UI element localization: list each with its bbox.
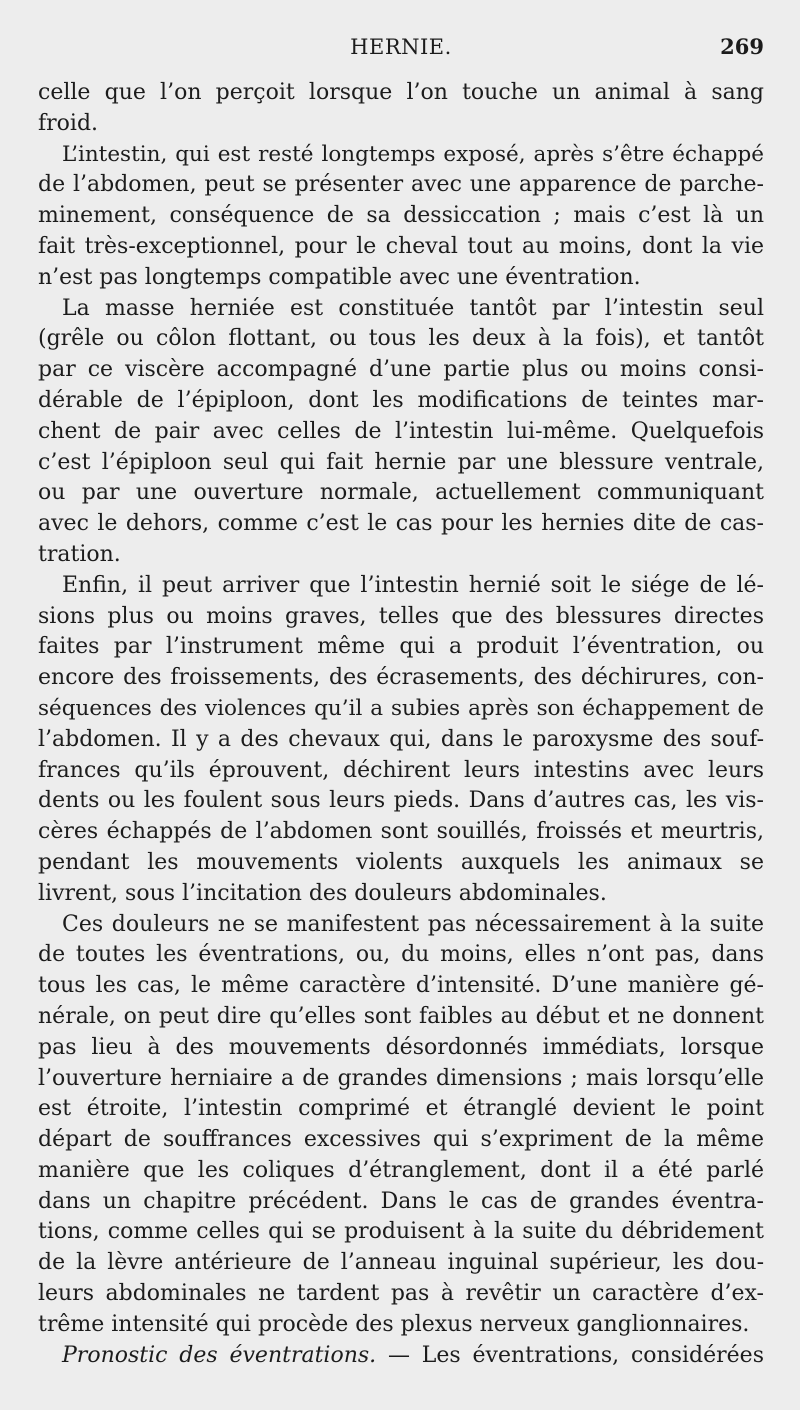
text-line: tration.	[38, 541, 121, 567]
text-line: dents ou les foulent sous leurs pieds. Dans d’autres cas, les vis-	[38, 788, 764, 814]
text-line: manière que les coliques d’étranglement, dont il a été parlé	[38, 1157, 764, 1183]
text-line: nérale, on peut dire qu’elles sont faibles au début et ne donnent	[38, 1003, 764, 1029]
text-line: livrent, sous l’incitation des douleurs abdominales.	[38, 880, 607, 906]
text-line: chent de pair avec celles de l’intestin lui-même. Quelquefois	[38, 418, 764, 444]
text-line: ou par une ouverture normale, actuellement communiquant	[38, 480, 764, 506]
text-line: séquences des violences qu’il a subies après son échappement de	[38, 695, 764, 721]
text-line: pas lieu à des mouvements désordonnés immédiats, lorsque	[38, 1034, 764, 1060]
text-line: par ce viscère accompagné d’une partie plus ou moins consi-	[38, 357, 764, 383]
text-line: départ de souffrances excessives qui s’expriment de la même	[38, 1127, 764, 1153]
text-line: de toutes les éventrations, ou, du moins, elles n’ont pas, dans	[38, 942, 764, 968]
text-line: tous les cas, le même caractère d’intensité. D’une manière gé-	[38, 973, 764, 999]
text-line: faites par l’instrument même qui a produit l’éventration, ou	[38, 634, 764, 660]
text-line: minement, conséquence de sa dessiccation ; mais c’est là un	[38, 203, 764, 229]
text-line: n’est pas longtemps compatible avec une éventration.	[38, 264, 641, 290]
text-line: celle que l’on perçoit lorsque l’on touche un animal à sang	[38, 80, 764, 105]
text-line: l’abdomen. Il y a des chevaux qui, dans le paroxysme des souf-	[38, 726, 764, 752]
paragraph-first-line: Ces douleurs ne se manifestent pas nécessairement à la suite	[62, 911, 764, 937]
text-line: leurs abdominales ne tardent pas à revêtir un caractère d’ex-	[38, 1281, 764, 1307]
text-line: de l’abdomen, peut se présenter avec une apparence de parche-	[38, 172, 764, 198]
section-heading-continuation: — Les éventrations, considérées	[376, 1342, 764, 1368]
running-title: HERNIE.	[350, 35, 452, 59]
text-line: c’est l’épiploon seul qui fait hernie par une blessure ventrale,	[38, 449, 764, 475]
text-line: (grêle ou côlon flottant, ou tous les deux à la fois), et tantôt	[38, 326, 764, 352]
text-line: l’ouverture herniaire a de grandes dimensions ; mais lorsqu’elle	[38, 1065, 764, 1091]
running-head	[38, 33, 764, 61]
paragraph-first-line: La masse herniée est constituée tantôt par l’intestin seul	[62, 295, 764, 321]
text-line: dérable de l’épiploon, dont les modifications de teintes mar-	[38, 387, 764, 413]
text-line: encore des froissements, des écrasements, des déchirures, con-	[38, 665, 764, 691]
text-line: fait très-exceptionnel, pour le cheval tout au moins, dont la vie	[38, 233, 764, 259]
paragraph-first-line: L’intestin, qui est resté longtemps exposé, après s’être échappé	[62, 141, 764, 167]
text-line: avec le dehors, comme c’est le cas pour les hernies dite de cas-	[38, 511, 764, 537]
text-line: est étroite, l’intestin comprimé et étranglé devient le point	[38, 1096, 764, 1122]
text-line: cères échappés de l’abdomen sont souillés, froissés et meurtris,	[38, 819, 764, 845]
text-line: dans un chapitre précédent. Dans le cas de grandes éventra-	[38, 1188, 764, 1214]
body-text	[38, 78, 764, 1371]
text-line: sions plus ou moins graves, telles que des blessures directes	[38, 603, 764, 629]
text-line: trême intensité qui procède des plexus nerveux ganglionnaires.	[38, 1311, 750, 1337]
section-heading-line	[38, 1341, 764, 1372]
text-line: de la lèvre antérieure de l’anneau inguinal supérieur, les dou-	[38, 1250, 764, 1276]
page-number: 269	[720, 34, 764, 59]
section-heading: Pronostic des éventrations.	[62, 1342, 377, 1368]
paragraph-first-line: Enfin, il peut arriver que l’intestin hernié soit le siége de lé-	[62, 572, 764, 598]
text-line: tions, comme celles qui se produisent à la suite du débridement	[38, 1219, 764, 1245]
text-line: pendant les mouvements violents auxquels les animaux se	[38, 849, 764, 875]
text-line: frances qu’ils éprouvent, déchirent leurs intestins avec leurs	[38, 757, 764, 783]
text-line: froid.	[38, 110, 99, 136]
